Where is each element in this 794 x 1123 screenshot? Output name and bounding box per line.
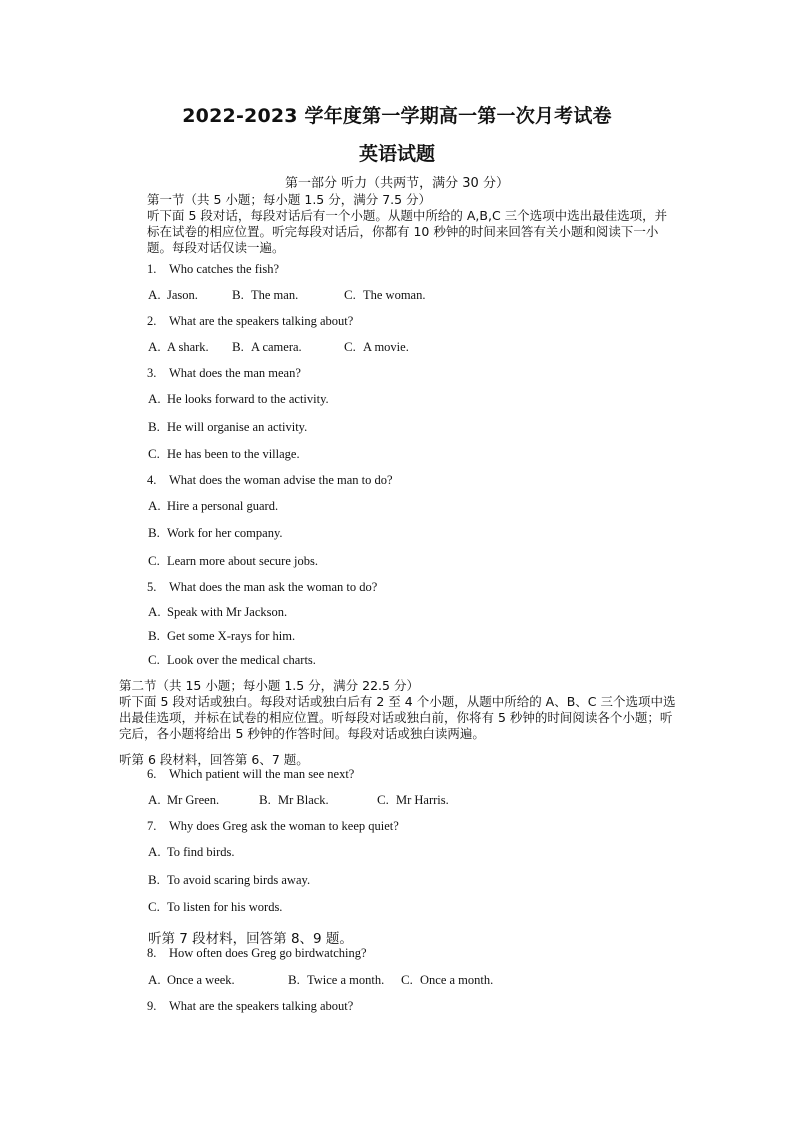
question-text: What does the woman advise the man to do?	[169, 473, 393, 487]
option-5a: A. Speak with Mr Jackson.	[148, 604, 288, 619]
question-text: What does the man ask the woman to do?	[169, 580, 378, 594]
part-heading: 第一部分 听力（共两节，满分 30 分）	[285, 176, 509, 191]
option-3b: B. He will organise an activity.	[148, 419, 308, 434]
question-number: 3.	[147, 366, 157, 380]
question-text: What are the speakers talking about?	[169, 999, 354, 1013]
question-1	[147, 262, 279, 277]
option-4b: B. Work for her company.	[148, 525, 283, 540]
question-2	[147, 314, 353, 329]
option-7b: B. To avoid scaring birds away.	[148, 872, 311, 887]
option-6c: C. Mr Harris.	[377, 792, 449, 807]
question-text: What does the man mean?	[169, 366, 301, 380]
question-8	[147, 946, 367, 961]
option-6b: B. Mr Black.	[259, 792, 329, 807]
question-number: 1.	[147, 262, 157, 276]
section2-heading: 第二节（共 15 小题；每小题 1.5 分，满分 22.5 分）	[119, 678, 419, 693]
option-4c: C. Learn more about secure jobs.	[148, 553, 318, 568]
question-text: Which patient will the man see next?	[169, 767, 355, 781]
question-4	[147, 473, 393, 488]
question-text: What are the speakers talking about?	[169, 314, 354, 328]
option-2c: C. A movie.	[344, 339, 409, 354]
option-1a: A. Jason.	[148, 287, 198, 302]
option-1b: B. The man.	[232, 287, 299, 302]
question-3	[147, 366, 301, 381]
exam-subtitle: 英语试题	[358, 143, 435, 165]
question-number: 8.	[147, 946, 157, 960]
question-text: Why does Greg ask the woman to keep quiet?	[169, 819, 399, 833]
option-8c: C. Once a month.	[401, 972, 494, 987]
exam-title: 2022-2023 学年度第一学期高一第一次月考试卷	[182, 105, 612, 127]
question-number: 4.	[147, 473, 157, 487]
question-number: 9.	[147, 999, 157, 1013]
option-5b: B. Get some X-rays for him.	[148, 628, 296, 643]
option-8a: A. Once a week.	[148, 972, 235, 987]
option-3c: C. He has been to the village.	[148, 446, 300, 461]
option-2b: B. A camera.	[232, 339, 302, 354]
question-number: 7.	[147, 819, 157, 833]
section1-instructions: 听下面 5 段对话，每段对话后有一个小题。从题中所给的 A,B,C 三个选项中选出最佳选项，并标在试卷的相应位置。听完每段对话后，你都有 10 秒钟的时间来回答有关小题和阅读下一小题。每段对话仅读一遍。	[147, 208, 668, 255]
question-7	[147, 819, 399, 834]
question-text: How often does Greg go birdwatching?	[169, 946, 367, 960]
question-5	[147, 580, 377, 595]
option-2a: A. A shark.	[148, 339, 209, 354]
option-5c: C. Look over the medical charts.	[148, 652, 316, 667]
option-8b: B. Twice a month.	[288, 972, 385, 987]
option-7a: A. To find birds.	[148, 844, 235, 859]
question-number: 2.	[147, 314, 157, 328]
section1-heading: 第一节（共 5 小题；每小题 1.5 分，满分 7.5 分）	[147, 192, 432, 207]
material-7-heading: 听第 7 段材料，回答第 8、9 题。	[148, 931, 353, 947]
question-9	[147, 999, 353, 1014]
question-number: 6.	[147, 767, 157, 781]
option-7c: C. To listen for his words.	[148, 899, 283, 914]
material-6-heading: 听第 6 段材料，回答第 6、7 题。	[119, 752, 309, 767]
section2-instructions: 听下面 5 段对话或独白。每段对话或独白后有 2 至 4 个小题，从题中所给的 A、B、C 三个选项中选出最佳选项，并标在试卷的相应位置。听每段对话或独白前，你将有 5 秒钟的时间阅读各个小题；听完后，各小题将给出 5 秒钟的作答时间。每段对话或独白读两遍。	[119, 694, 676, 741]
option-6a: A. Mr Green.	[148, 792, 220, 807]
question-text: Who catches the fish?	[169, 262, 280, 276]
option-4a: A. Hire a personal guard.	[148, 498, 279, 513]
option-1c: C. The woman.	[344, 287, 426, 302]
question-number: 5.	[147, 580, 157, 594]
question-6	[147, 767, 354, 782]
option-3a: A. He looks forward to the activity.	[148, 391, 329, 406]
